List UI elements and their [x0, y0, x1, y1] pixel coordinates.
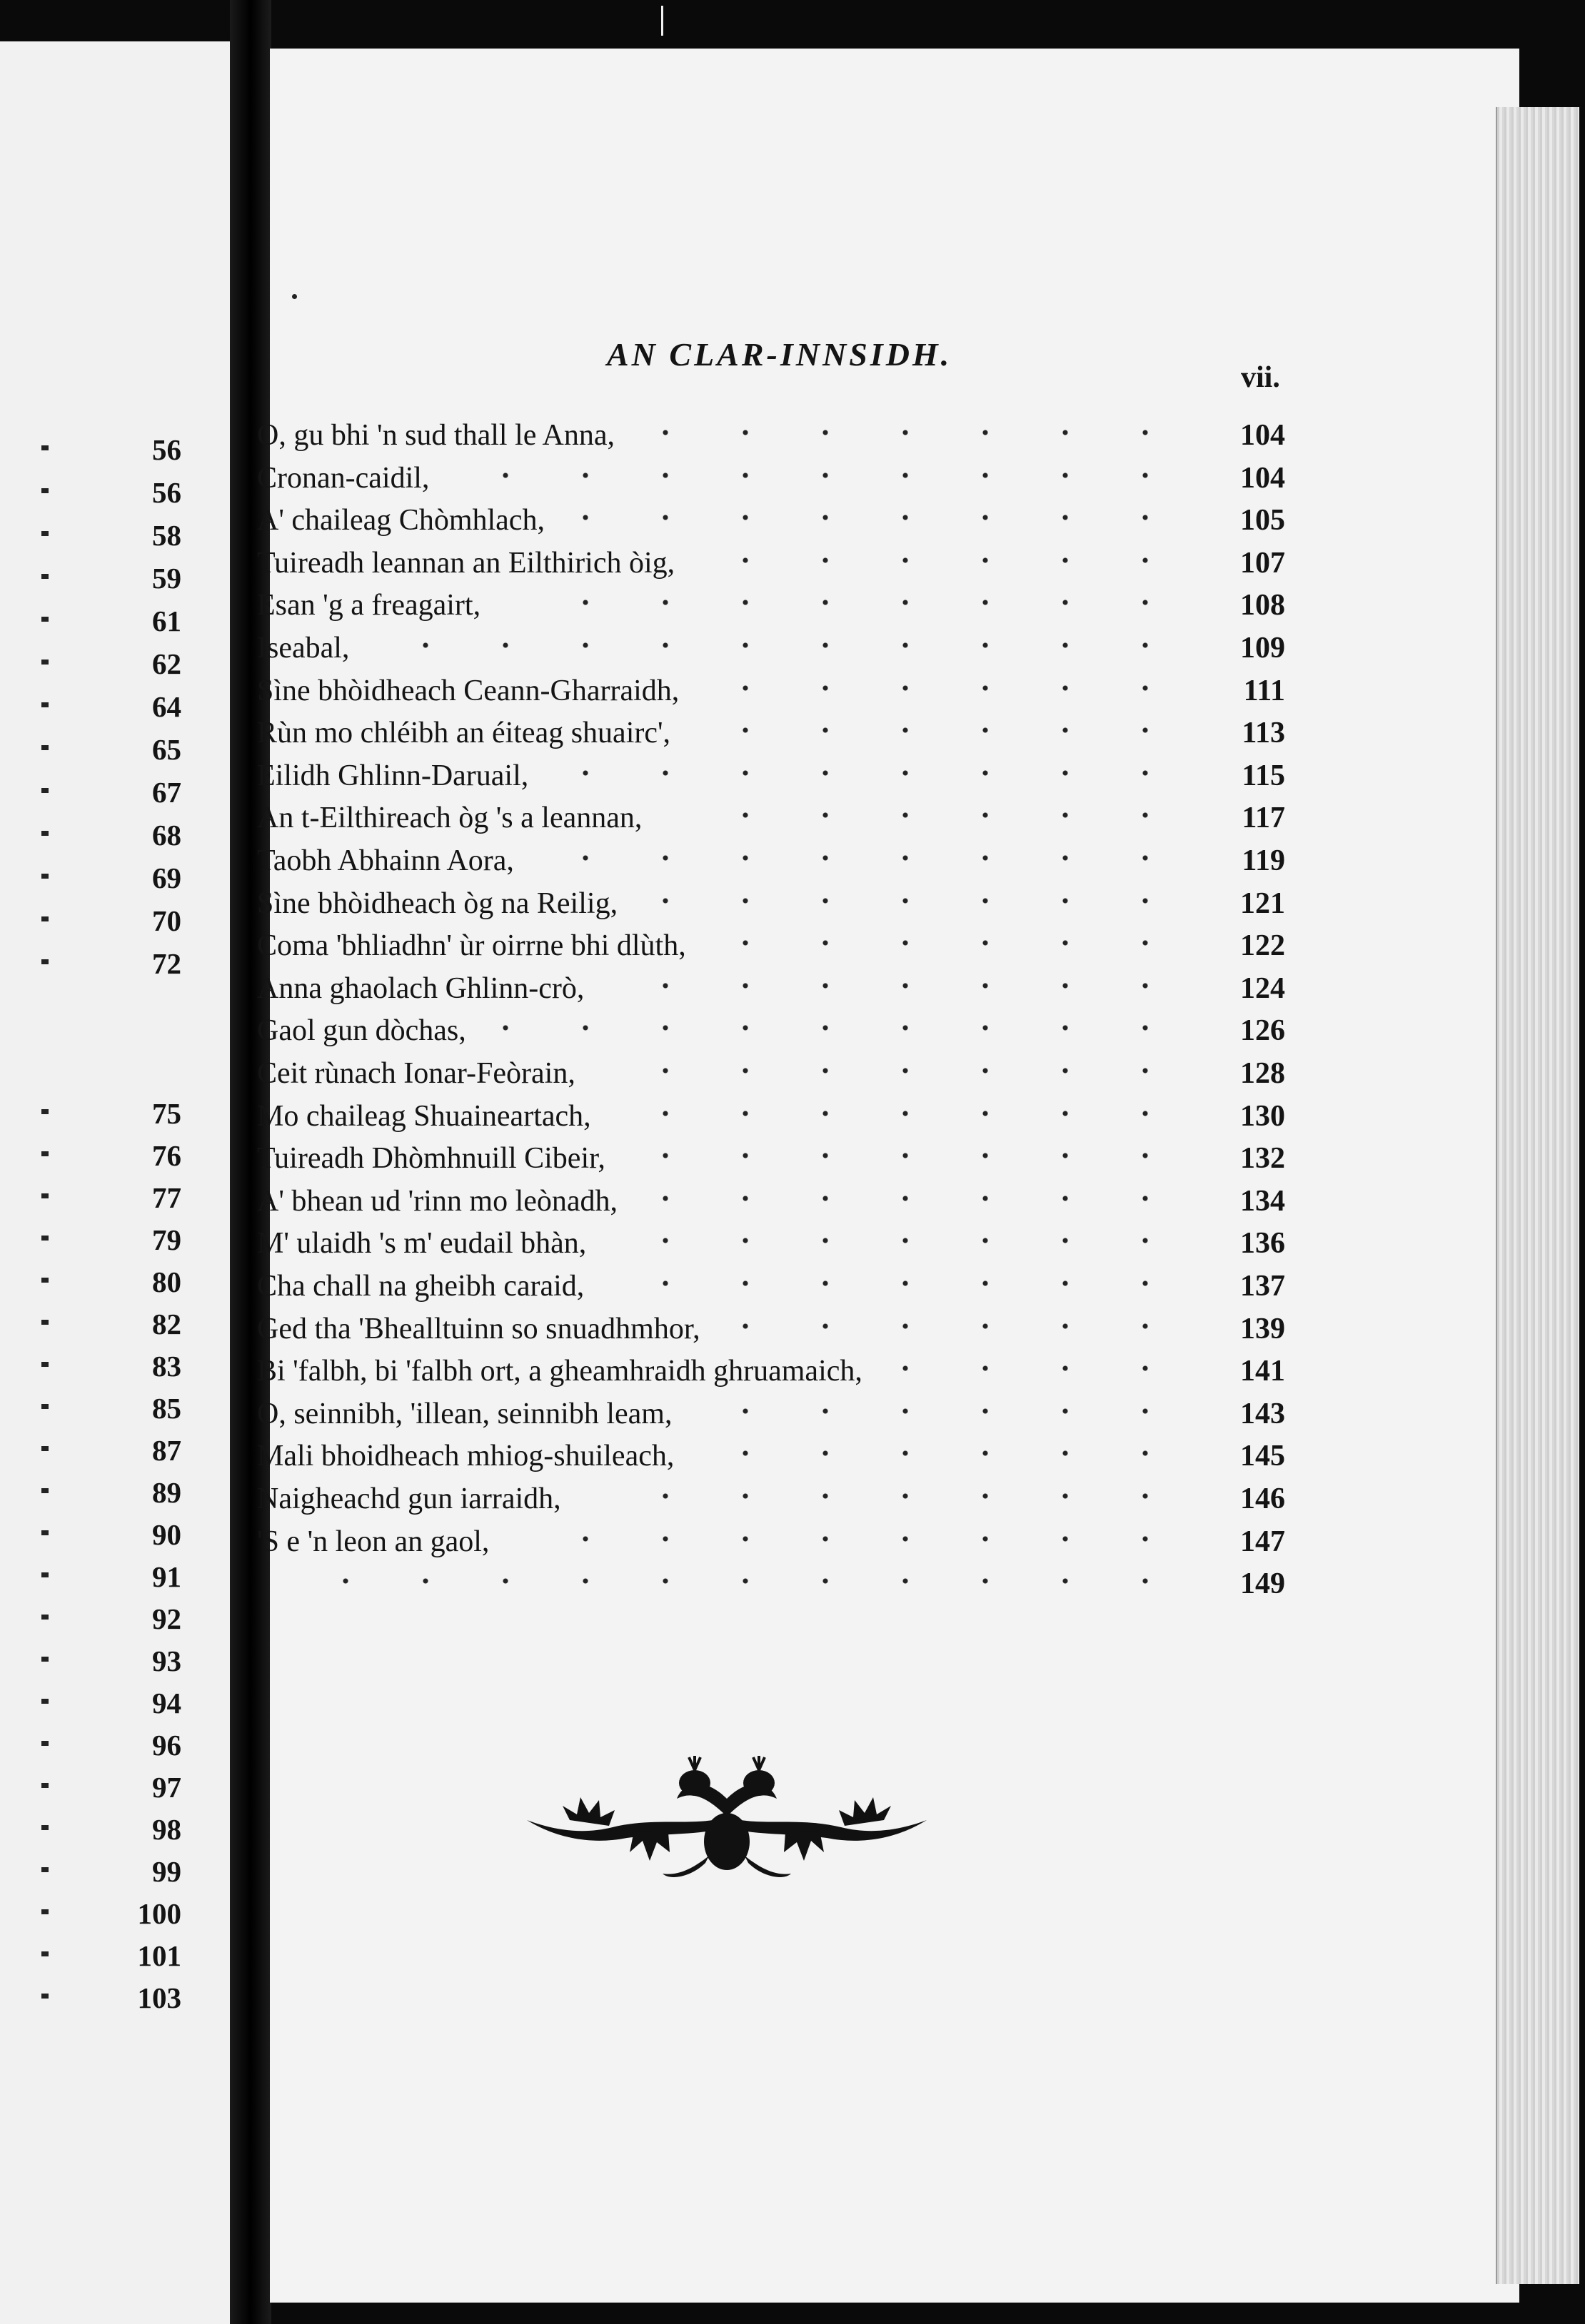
left-list-item	[0, 1597, 230, 1640]
toc-entry	[257, 1265, 1285, 1308]
dot-leader	[613, 983, 1185, 989]
leader-dash	[41, 445, 49, 450]
left-list-item	[0, 1092, 230, 1135]
toc-entry	[257, 882, 1285, 925]
entry-page-number: 104	[1240, 419, 1285, 452]
dot-leader	[378, 642, 1185, 648]
page-number: 70	[152, 904, 181, 937]
page-number: 79	[152, 1223, 181, 1256]
page-number: 64	[152, 690, 181, 723]
toc-entry	[257, 414, 1285, 457]
left-list-item	[0, 1134, 230, 1177]
dot-leader	[703, 1450, 1185, 1456]
stray-dot	[292, 294, 297, 299]
toc-entry	[257, 1222, 1285, 1265]
page-number: 56	[152, 433, 181, 466]
left-list-item	[0, 1724, 230, 1767]
leader-dash	[41, 1657, 49, 1662]
leader-dash	[41, 959, 49, 964]
entry-title: Rùn mo chléibh an éiteag shuairc',	[257, 717, 671, 750]
dot-leader	[286, 1578, 1185, 1584]
leader-dash	[41, 1783, 49, 1788]
left-list-item	[0, 1976, 230, 2019]
entry-title: Coma 'bhliadhn' ùr oirrne bhi dlùth,	[257, 929, 686, 963]
entry-title: An t-Eilthireach òg 's a leannan,	[257, 802, 643, 835]
page-number: 93	[152, 1645, 181, 1677]
entry-page-number: 104	[1240, 461, 1285, 495]
entry-page-number: 126	[1240, 1014, 1285, 1048]
dot-leader	[573, 515, 1185, 520]
left-list-item	[0, 1555, 230, 1598]
leader-dash	[41, 874, 49, 879]
page-number: 80	[152, 1265, 181, 1298]
dot-leader	[708, 685, 1185, 691]
toc-entry	[257, 839, 1285, 882]
entry-page-number: 146	[1240, 1482, 1285, 1515]
dot-leader	[590, 1493, 1185, 1499]
page-number: 96	[152, 1729, 181, 1762]
leader-dash	[41, 488, 49, 493]
leader-dash	[41, 1994, 49, 1999]
left-list-item	[0, 1640, 230, 1682]
leader-dash	[41, 1488, 49, 1493]
left-list-item	[0, 1934, 230, 1977]
leader-dash	[41, 745, 49, 750]
dot-leader	[729, 1323, 1185, 1329]
entry-page-number: 107	[1240, 546, 1285, 580]
dot-leader	[604, 1068, 1185, 1073]
entry-page-number: 136	[1240, 1227, 1285, 1260]
page-number: 97	[152, 1771, 181, 1804]
entry-title: Ceit rùnach Ionar-Feòrain,	[257, 1057, 575, 1090]
toc-entry	[257, 584, 1285, 627]
page-number: 83	[152, 1350, 181, 1383]
page-number: 56	[152, 476, 181, 509]
left-list-item	[0, 1808, 230, 1851]
leader-dash	[41, 1909, 49, 1914]
left-list-item	[0, 728, 230, 771]
left-list-item	[0, 428, 230, 471]
page-number: 77	[152, 1181, 181, 1214]
page-number: 69	[152, 862, 181, 894]
left-list-item	[0, 814, 230, 857]
entry-title: Mali bhoidheach mhiog-shuileach,	[257, 1440, 675, 1473]
leader-dash	[41, 1530, 49, 1535]
entry-page-number: 137	[1240, 1270, 1285, 1303]
entry-title: A' chaileag Chòmhlach,	[257, 504, 545, 537]
left-list-item	[0, 471, 230, 514]
dot-leader	[615, 1238, 1185, 1243]
toc-entry	[257, 457, 1285, 500]
dot-leader	[458, 473, 1185, 478]
left-list-item	[0, 1387, 230, 1430]
dot-leader	[670, 812, 1185, 818]
toc-entry	[257, 627, 1285, 670]
entry-page-number: 113	[1242, 717, 1285, 750]
dot-leader	[646, 1196, 1185, 1201]
dot-leader	[699, 727, 1185, 733]
toc-entry	[257, 1435, 1285, 1477]
entry-title: Iseabal,	[257, 632, 350, 665]
left-list-item	[0, 1892, 230, 1935]
leader-dash	[41, 1825, 49, 1830]
entry-page-number: 111	[1243, 674, 1285, 707]
leader-dash	[41, 531, 49, 536]
page-number: 91	[152, 1560, 181, 1593]
entry-title: O, seinnibh, 'illean, seinnibh leam,	[257, 1397, 673, 1430]
running-head: AN CLAR-INNSIDH.	[607, 336, 952, 373]
dot-leader	[643, 430, 1185, 435]
left-list-item	[0, 1850, 230, 1893]
leader-dash	[41, 1404, 49, 1409]
thistle-ornament	[527, 1749, 927, 1891]
entry-title: Anna ghaolach Ghlinn-crò,	[257, 971, 585, 1005]
toc-entry	[257, 1520, 1285, 1563]
page-number: 65	[152, 733, 181, 766]
page-number: 62	[152, 647, 181, 680]
page-number: 100	[137, 1897, 181, 1930]
leader-dash	[41, 1741, 49, 1746]
dot-leader	[891, 1365, 1185, 1371]
entry-page-number: 132	[1240, 1142, 1285, 1176]
leader-dash	[41, 1278, 49, 1283]
dot-leader	[620, 1111, 1185, 1116]
leader-dash	[41, 617, 49, 622]
left-list-item	[0, 1345, 230, 1388]
leader-dash	[41, 831, 49, 836]
entry-title: Esan 'g a freagairt,	[257, 589, 481, 622]
leader-dash	[41, 1867, 49, 1872]
entry-page-number: 124	[1240, 971, 1285, 1005]
leader-dash	[41, 702, 49, 707]
toc-entry	[257, 967, 1285, 1010]
left-list-item	[0, 1303, 230, 1345]
entry-page-number: 147	[1240, 1525, 1285, 1558]
entry-page-number: 130	[1240, 1099, 1285, 1133]
left-list-item	[0, 1176, 230, 1219]
entry-page-number: 128	[1240, 1057, 1285, 1090]
dot-leader	[557, 770, 1185, 776]
page-number: 68	[152, 819, 181, 852]
dot-leader	[646, 898, 1185, 904]
entry-page-number: 149	[1240, 1567, 1285, 1601]
leader-dash	[41, 1320, 49, 1325]
dot-leader	[700, 1408, 1185, 1414]
leader-dash	[41, 1446, 49, 1451]
entry-page-number: 109	[1240, 632, 1285, 665]
left-list-item	[0, 600, 230, 642]
entry-page-number: 108	[1240, 589, 1285, 622]
dot-leader	[613, 1280, 1185, 1286]
leader-dash	[41, 1236, 49, 1241]
page-edges	[1496, 107, 1579, 2284]
left-list-item	[0, 514, 230, 557]
leader-dash	[41, 1615, 49, 1620]
left-list-item	[0, 557, 230, 600]
page-number: 101	[137, 1939, 181, 1972]
leader-dash	[41, 1699, 49, 1704]
entry-title: Sìne bhòidheach Ceann-Gharraidh,	[257, 674, 680, 707]
entry-title: M' ulaidh 's m' eudail bhàn,	[257, 1227, 587, 1260]
page-number: 61	[152, 605, 181, 637]
entry-title: Tuireadh Dhòmhnuill Cibeir,	[257, 1142, 605, 1176]
toc-entry	[257, 1052, 1285, 1095]
entry-page-number: 145	[1240, 1440, 1285, 1473]
top-mark	[661, 6, 663, 36]
dot-leader	[703, 557, 1185, 563]
page-number: 98	[152, 1813, 181, 1846]
toc-entry	[257, 1180, 1285, 1223]
dot-leader	[518, 1536, 1185, 1542]
toc-entry	[257, 712, 1285, 754]
leader-dash	[41, 1151, 49, 1156]
entry-title: Tuireadh leannan an Eilthirich òig,	[257, 546, 675, 580]
leader-dash	[41, 1572, 49, 1577]
left-list-item	[0, 942, 230, 985]
entry-title: Cha chall na gheibh caraid,	[257, 1270, 585, 1303]
leader-dash	[41, 788, 49, 793]
entry-page-number: 105	[1240, 504, 1285, 537]
left-list-item	[0, 685, 230, 728]
entry-page-number: 139	[1240, 1312, 1285, 1345]
page-number: 76	[152, 1139, 181, 1172]
leader-dash	[41, 574, 49, 579]
page-number: 92	[152, 1602, 181, 1635]
leader-dash	[41, 1193, 49, 1198]
page-number: 82	[152, 1308, 181, 1340]
toc-entry	[257, 1009, 1285, 1052]
page-number: 103	[137, 1981, 181, 2014]
page-number: 72	[152, 947, 181, 980]
left-list-item	[0, 642, 230, 685]
leader-dash	[41, 1951, 49, 1956]
left-list-item	[0, 1471, 230, 1514]
page-number: 75	[152, 1097, 181, 1130]
dot-leader	[509, 600, 1185, 605]
entry-title: Taobh Abhainn Aora,	[257, 844, 514, 877]
page-number: 59	[152, 562, 181, 595]
page-number: 67	[152, 776, 181, 809]
toc-entry	[257, 1477, 1285, 1520]
leader-dash	[41, 660, 49, 665]
entry-page-number: 143	[1240, 1397, 1285, 1430]
entry-page-number: 122	[1240, 929, 1285, 963]
page-number: 99	[152, 1855, 181, 1888]
entry-title: 'S e 'n leon an gaol,	[257, 1525, 490, 1558]
toc-entry	[257, 1308, 1285, 1350]
entry-title: Mo chaileag Shuaineartach,	[257, 1099, 591, 1133]
entry-title: Bi 'falbh, bi 'falbh ort, a gheamhraidh ghruamaich,	[257, 1355, 862, 1388]
page-number: 87	[152, 1434, 181, 1467]
entry-page-number: 119	[1242, 844, 1285, 877]
page-number: 85	[152, 1392, 181, 1425]
entry-page-number: 134	[1240, 1184, 1285, 1218]
entry-title: A' bhean ud 'rinn mo leònadh,	[257, 1184, 618, 1218]
left-list-item	[0, 1513, 230, 1556]
leader-dash	[41, 1109, 49, 1114]
left-list-item	[0, 1429, 230, 1472]
page-number: 58	[152, 519, 181, 552]
dot-leader	[715, 940, 1185, 946]
page-number: 89	[152, 1476, 181, 1509]
dot-leader	[543, 855, 1185, 861]
left-list-item	[0, 771, 230, 814]
toc-entry	[257, 1095, 1285, 1138]
toc-entry	[257, 542, 1285, 585]
left-list-item	[0, 1682, 230, 1724]
left-list-item	[0, 1218, 230, 1261]
entry-title: Sìne bhòidheach òg na Reilig,	[257, 886, 618, 920]
toc-entry	[257, 754, 1285, 797]
toc-entry	[257, 1137, 1285, 1180]
entry-title: Gaol gun dòchas,	[257, 1014, 466, 1048]
dot-leader	[495, 1025, 1185, 1031]
left-list-item	[0, 857, 230, 899]
entry-title: Eilidh Ghlinn-Daruail,	[257, 759, 529, 792]
left-list-item	[0, 899, 230, 942]
entry-title: O, gu bhi 'n sud thall le Anna,	[257, 419, 615, 452]
left-list-item	[0, 1766, 230, 1809]
toc-entry	[257, 670, 1285, 712]
dot-leader	[634, 1153, 1185, 1158]
leader-dash	[41, 916, 49, 921]
entry-page-number: 121	[1240, 886, 1285, 920]
toc-entry	[257, 1350, 1285, 1393]
left-list-item	[0, 1260, 230, 1303]
entry-page-number: 117	[1242, 802, 1285, 835]
toc-entry	[257, 1562, 1285, 1605]
toc-entry	[257, 797, 1285, 839]
entry-title: Cronan-caidil,	[257, 461, 430, 495]
page-number: 94	[152, 1687, 181, 1719]
toc-entry	[257, 924, 1285, 967]
page-number: 90	[152, 1518, 181, 1551]
toc-entry	[257, 1393, 1285, 1435]
folio-number: vii.	[1241, 361, 1280, 394]
entry-title: Ged tha 'Bhealltuinn so snuadhmhor,	[257, 1312, 700, 1345]
entry-page-number: 115	[1242, 759, 1285, 792]
entry-page-number: 141	[1240, 1355, 1285, 1388]
toc-entry	[257, 499, 1285, 542]
entry-title: Naigheachd gun iarraidh,	[257, 1482, 561, 1515]
leader-dash	[41, 1362, 49, 1367]
